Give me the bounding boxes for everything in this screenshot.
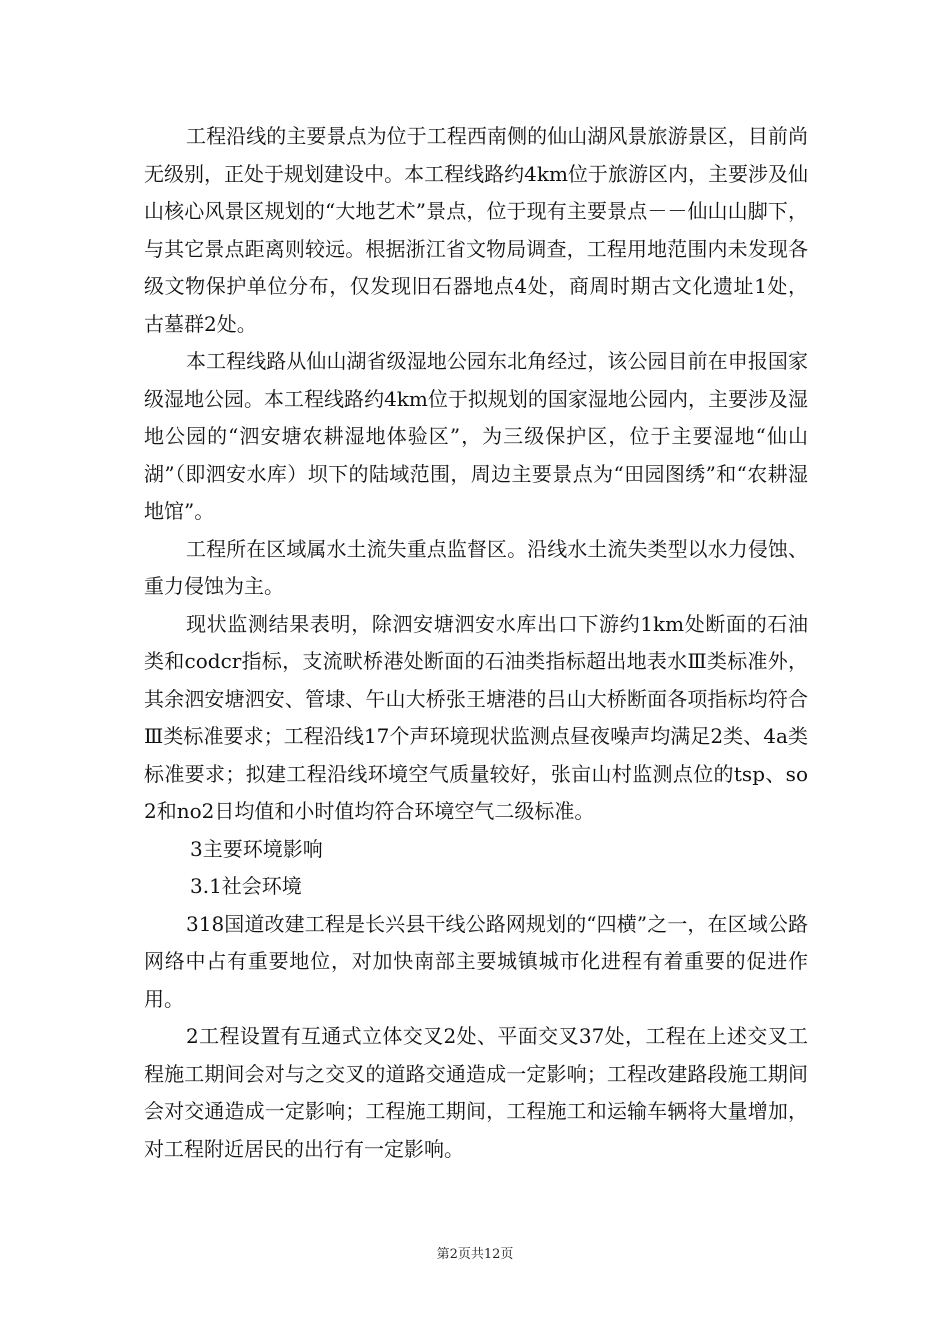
document-body	[144, 118, 808, 1168]
paragraph-traffic-impact: 2工程设置有互通式立体交叉2处、平面交叉37处，工程在上述交叉工程施工期间会对与之交叉的道路交通造成一定影响；工程改建路段施工期间会对交通造成一定影响；工程施工期间，工程施工和运输车辆将大量增加，对工程附近居民的出行有一定影响。	[144, 1024, 808, 1161]
paragraph-wetland-park: 本工程线路从仙山湖省级湿地公园东北角经过，该公园目前在申报国家级湿地公园。本工程线路约4km位于拟规划的国家湿地公园内，主要涉及湿地公园的“泗安塘农耕湿地体验区”，为三级保护区，位于主要湿地“仙山湖”（即泗安水库）坝下的陆域范围，周边主要景点为“田园图绣”和“农耕湿地馆”。	[144, 349, 808, 523]
paragraph-road-network: 318国道改建工程是长兴县干线公路网规划的“四横”之一，在区域公路网络中占有重要地位，对加快南部主要城镇城市化进程有着重要的促进作用。	[144, 911, 808, 1011]
paragraph-soil-erosion: 工程所在区域属水土流失重点监督区。沿线水土流失类型以水力侵蚀、重力侵蚀为主。	[144, 536, 808, 598]
section-heading: 3主要环境影响	[190, 836, 323, 861]
page-number-footer: 第2页共12页	[436, 1247, 514, 1262]
subsection-heading: 3.1社会环境	[190, 874, 302, 898]
paragraph-scenic-spots: 工程沿线的主要景点为位于工程西南侧的仙山湖风景旅游景区，目前尚无级别，正处于规划建设中。本工程线路约4km位于旅游区内，主要涉及仙山核心风景区规划的“大地艺术”景点，位于现有主要景点－－仙山山脚下，与其它景点距离则较远。根据浙江省文物局调查，工程用地范围内未发现各级文物保护单位分布，仅发现旧石器地点4处，商周时期古文化遗址1处，古墓群2处。	[144, 124, 808, 336]
paragraph-monitoring-results: 现状监测结果表明，除泗安塘泗安水库出口下游约1km处断面的石油类和codcr指标，支流畎桥港处断面的石油类指标超出地表水Ⅲ类标准外，其余泗安塘泗安、管埭、午山大桥张王塘港的吕山大桥断面各项指标均符合Ⅲ类标准要求；工程沿线17个声环境现状监测点昼夜噪声均满足2类、4a类标准要求；拟建工程沿线环境空气质量较好，张亩山村监测点位的tsp、so2和no2日均值和小时值均符合环境空气二级标准。	[144, 611, 808, 823]
